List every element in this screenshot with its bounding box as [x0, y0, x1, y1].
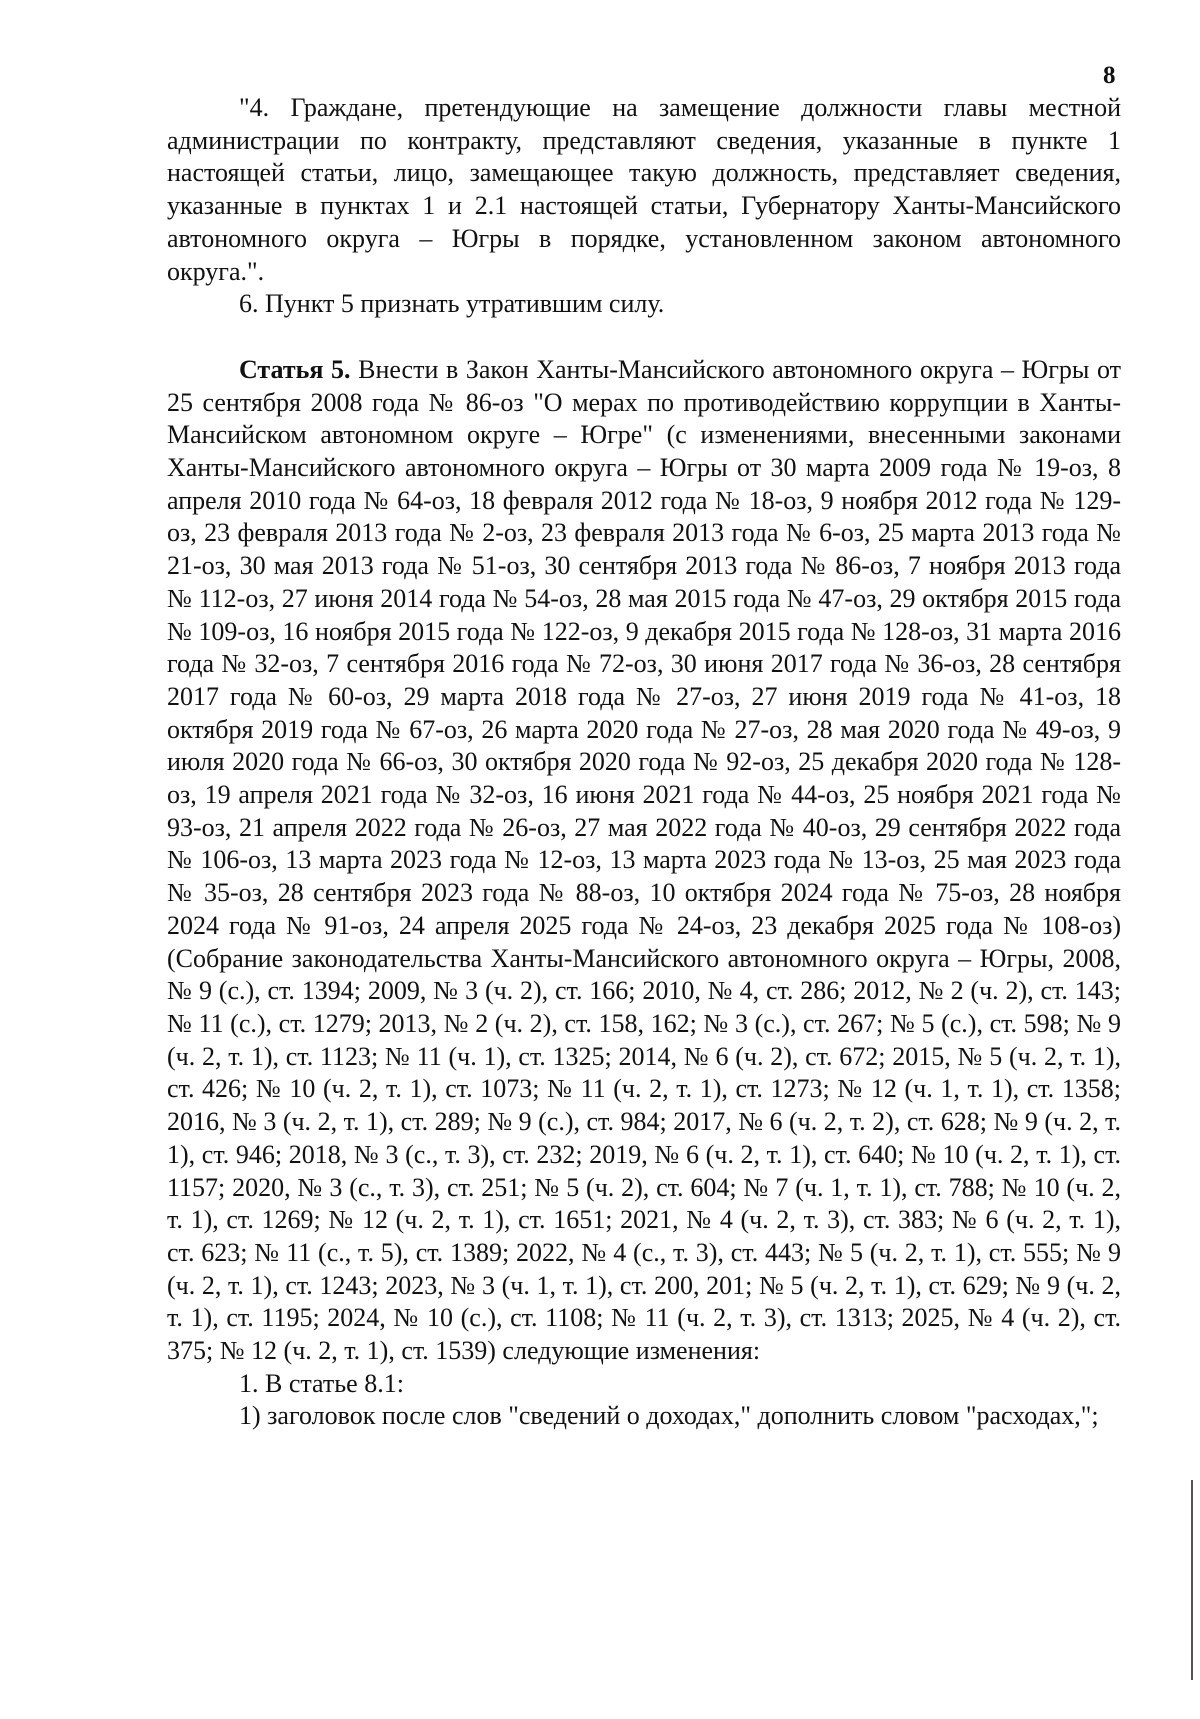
article-5-paragraph: [167, 354, 1121, 1368]
page-number: 8: [1103, 62, 1116, 89]
article-text: Внести в Закон Ханты-Мансийского автономного округа – Югры от 25 сентября 2008 года № 86-оз "О мерах по противодействию коррупции в Ханты-Мансийском автономном округе – Югре" (с изменениями, внесенными законами Ханты-Мансийского автономного округа – Югры от 30 марта 2009 года № 19-оз, 8 апреля 2010 года № 64-оз, 18 февраля 2012 года № 18-оз, 9 ноября 2012 года № 129-оз, 23 февраля 2013 года № 2-оз, 23 февраля 2013 года № 6-оз, 25 марта 2013 года № 21-оз, 30 мая 2013 года № 51-оз, 30 сентября 2013 года № 86-оз, 7 ноября 2013 года № 112-оз, 27 июня 2014 года № 54-оз, 28 мая 2015 года № 47-оз, 29 октября 2015 года № 109-оз, 16 ноября 2015 года № 122-оз, 9 декабря 2015 года № 128-оз, 31 марта 2016 года № 32-оз, 7 сентября 2016 года № 72-оз, 30 июня 2017 года № 36-оз, 28 сентября 2017 года № 60-оз, 29 марта 2018 года № 27-оз, 27 июня 2019 года № 41-оз, 18 октября 2019 года № 67-оз, 26 марта 2020 года № 27-оз, 28 мая 2020 года № 49-оз, 9 июля 2020 года № 66-оз, 30 октября 2020 года № 92-оз, 25 декабря 2020 года № 128-оз, 19 апреля 2021 года № 32-оз, 16 июня 2021 года № 44-оз, 25 ноября 2021 года № 93-оз, 21 апреля 2022 года № 26-оз, 27 мая 2022 года № 40-оз, 29 сентября 2022 года № 106-оз, 13 марта 2023 года № 12-оз, 13 марта 2023 года № 13-оз, 25 мая 2023 года № 35-оз, 28 сентября 2023 года № 88-оз, 10 октября 2024 года № 75-оз, 28 ноября 2024 года № 91-оз, 24 апреля 2025 года № 24-оз, 23 декабря 2025 года № 108-оз) (Собрание законодательства Ханты-Мансийского автономного округа – Югры, 2008, № 9 (с.), ст. 1394; 2009, № 3 (ч. 2), ст. 166; 2010, № 4, ст. 286; 2012, № 2 (ч. 2), ст. 143; № 11 (с.), ст. 1279; 2013, № 2 (ч. 2), ст. 158, 162; № 3 (с.), ст. 267; № 5 (с.), ст. 598; № 9 (ч. 2, т. 1), ст. 1123; № 11 (ч. 1), ст. 1325; 2014, № 6 (ч. 2), ст. 672; 2015, № 5 (ч. 2, т. 1), ст. 426; № 10 (ч. 2, т. 1), ст. 1073; № 11 (ч. 2, т. 1), ст. 1273; № 12 (ч. 1, т. 1), ст. 1358; 2016, № 3 (ч. 2, т. 1), ст. 289; № 9 (с.), ст. 984; 2017, № 6 (ч. 2, т. 2), ст. 628; № 9 (ч. 2, т. 1), ст. 946; 2018, № 3 (с., т. 3), ст. 232; 2019, № 6 (ч. 2, т. 1), ст. 640; № 10 (ч. 2, т. 1), ст. 1157; 2020, № 3 (с., т. 3), ст. 251; № 5 (ч. 2), ст. 604; № 7 (ч. 1, т. 1), ст. 788; № 10 (ч. 2, т. 1), ст. 1269; № 12 (ч. 2, т. 1), ст. 1651; 2021, № 4 (ч. 2, т. 3), ст. 383; № 6 (ч. 2, т. 1), ст. 623; № 11 (с., т. 5), ст. 1389; 2022, № 4 (с., т. 3), ст. 443; № 5 (ч. 2, т. 1), ст. 555; № 9 (ч. 2, т. 1), ст. 1243; 2023, № 3 (ч. 1, т. 1), ст. 200, 201; № 5 (ч. 2, т. 1), ст. 629; № 9 (ч. 2, т. 1), ст. 1195; 2024, № 10 (с.), ст. 1108; № 11 (ч. 2, т. 3), ст. 1313; 2025, № 4 (ч. 2), ст. 375; № 12 (ч. 2, т. 1), ст. 1539) следующие изменения:: [167, 354, 1122, 1366]
scan-edge-line: [1191, 1480, 1193, 1680]
document-body: [167, 92, 1121, 1433]
paragraph-point-6: 6. Пункт 5 признать утратившим силу.: [239, 289, 665, 319]
paragraph-gap: [167, 321, 1121, 354]
paragraph-subpoint-1: 1) заголовок после слов "сведений о доходах," дополнить словом "расходах,";: [239, 1401, 1099, 1431]
paragraph-point-1: 1. В статье 8.1:: [239, 1368, 404, 1398]
article-label: Статья 5.: [239, 354, 351, 384]
paragraph-item-4: "4. Граждане, претендующие на замещение должности главы местной администрации по контракту, представляют сведения, указанные в пункте 1 настоящей статьи, лицо, замещающее такую должность, представляет сведения, указанные в пунктах 1 и 2.1 настоящей статьи, Губернатору Ханты-Мансийского автономного округа – Югры в порядке, установленном законом автономного округа.".: [167, 93, 1121, 286]
